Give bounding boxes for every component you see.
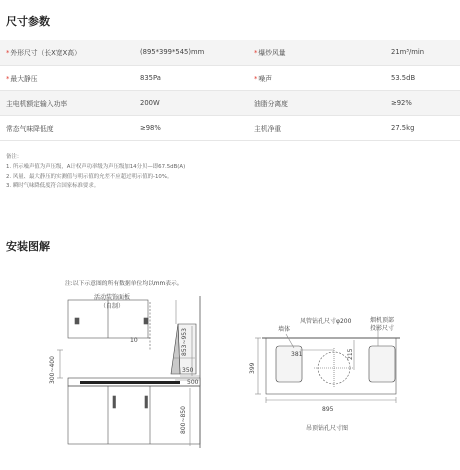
spec-label <box>248 40 391 65</box>
duct-drill-label: 风管钻孔尺寸φ200 <box>300 318 352 325</box>
top-projection-label-sub: 投影尺寸 <box>370 325 395 332</box>
panel-label: 活动装饰面板 <box>94 294 131 301</box>
spec-label <box>0 115 140 140</box>
spec-value-text: 27.5kg <box>391 123 415 132</box>
dim-300-400: 300~400 <box>49 356 56 384</box>
spec-label <box>248 115 391 140</box>
spec-label-text: 爆炒风量 <box>258 49 286 58</box>
spec-value <box>391 65 460 90</box>
spec-value <box>391 90 460 115</box>
required-marker: * <box>254 74 258 83</box>
dim-215: 215 <box>347 348 354 360</box>
note-item: 2. 风量、最大静压的实测值与明示值的允差不应超过明示值的-10%。 <box>6 173 173 180</box>
spec-value <box>391 40 460 65</box>
spec-value-text: 835Pa <box>140 73 161 82</box>
top-projection-label: 烟机顶部 <box>370 317 395 324</box>
top-view <box>255 330 400 403</box>
spec-label-text: 最大静压 <box>10 74 38 83</box>
spec-value-text: ≥98% <box>140 123 161 132</box>
spec-value-text: ≥92% <box>391 98 412 107</box>
spec-value-text: 53.5dB <box>391 73 416 82</box>
dim-381: 381 <box>291 351 303 358</box>
spec-label <box>248 65 391 90</box>
spec-row <box>0 90 460 115</box>
spec-label-text: 主机净重 <box>254 124 282 133</box>
spec-value-text: 200W <box>140 98 160 107</box>
dim-399: 399 <box>249 362 256 374</box>
required-marker: * <box>6 49 10 58</box>
spec-label <box>0 65 140 90</box>
spec-label <box>0 40 140 65</box>
spec-label-text: 外形尺寸（长X宽X高） <box>10 49 81 58</box>
panel-label-sub: （自制） <box>100 303 125 310</box>
hob <box>80 381 180 384</box>
dim-10: 10 <box>130 337 138 344</box>
cabinet-handle <box>145 396 148 408</box>
dim-895: 895 <box>322 406 334 413</box>
spec-label <box>0 90 140 115</box>
spec-table <box>0 40 460 141</box>
note-item: 3. 瞬时气味降低度符合国家标准要求。 <box>6 183 100 190</box>
spec-label-text: 主电机额定输入功率 <box>6 99 68 108</box>
spec-row <box>0 40 460 65</box>
dim-350: 350 <box>182 367 194 374</box>
spec-value <box>391 115 460 140</box>
spec-row <box>0 65 460 90</box>
wall-label: 墙体 <box>278 326 291 333</box>
note-item: 1. 所示噪声值为声压级，A计权声功率级为声压级加14分贝—即67.5dB(A) <box>6 163 186 170</box>
dim-800-850: 800~850 <box>180 406 187 434</box>
spec-value <box>140 90 248 115</box>
install-section-title: 安装图解 <box>6 240 50 253</box>
spec-label <box>248 90 391 115</box>
spec-label-text: 常态气味降低度 <box>6 124 54 133</box>
spec-value-text: 21m³/min <box>391 48 425 57</box>
right-motor-box <box>369 346 395 382</box>
notes-heading: 备注： <box>6 154 23 160</box>
side-elevation <box>57 296 200 448</box>
cabinet-handle <box>75 318 79 324</box>
spec-section-title: 尺寸参数 <box>6 15 50 28</box>
spec-value-text: (895*399*545)mm <box>140 48 205 57</box>
notes-block <box>6 153 185 192</box>
cabinet-handle <box>113 396 116 408</box>
required-marker: * <box>254 49 258 58</box>
spec-row <box>0 115 460 140</box>
dim-853-953: 853~953 <box>181 328 188 356</box>
spec-label-text: 噪声 <box>258 74 272 83</box>
required-marker: * <box>6 74 10 83</box>
installation-diagram <box>0 288 460 470</box>
spec-value <box>140 65 248 90</box>
diagram-caption: 吊顶钻孔尺寸图 <box>306 425 349 432</box>
spec-value <box>140 115 248 140</box>
dim-500: 500 <box>187 379 199 386</box>
spec-label-text: 油脂分离度 <box>254 99 288 108</box>
cabinet-handle <box>144 318 148 324</box>
spec-value <box>140 40 248 65</box>
install-unit-note: 注:以下示意图的所有数据单位均以mm表示。 <box>65 281 183 287</box>
